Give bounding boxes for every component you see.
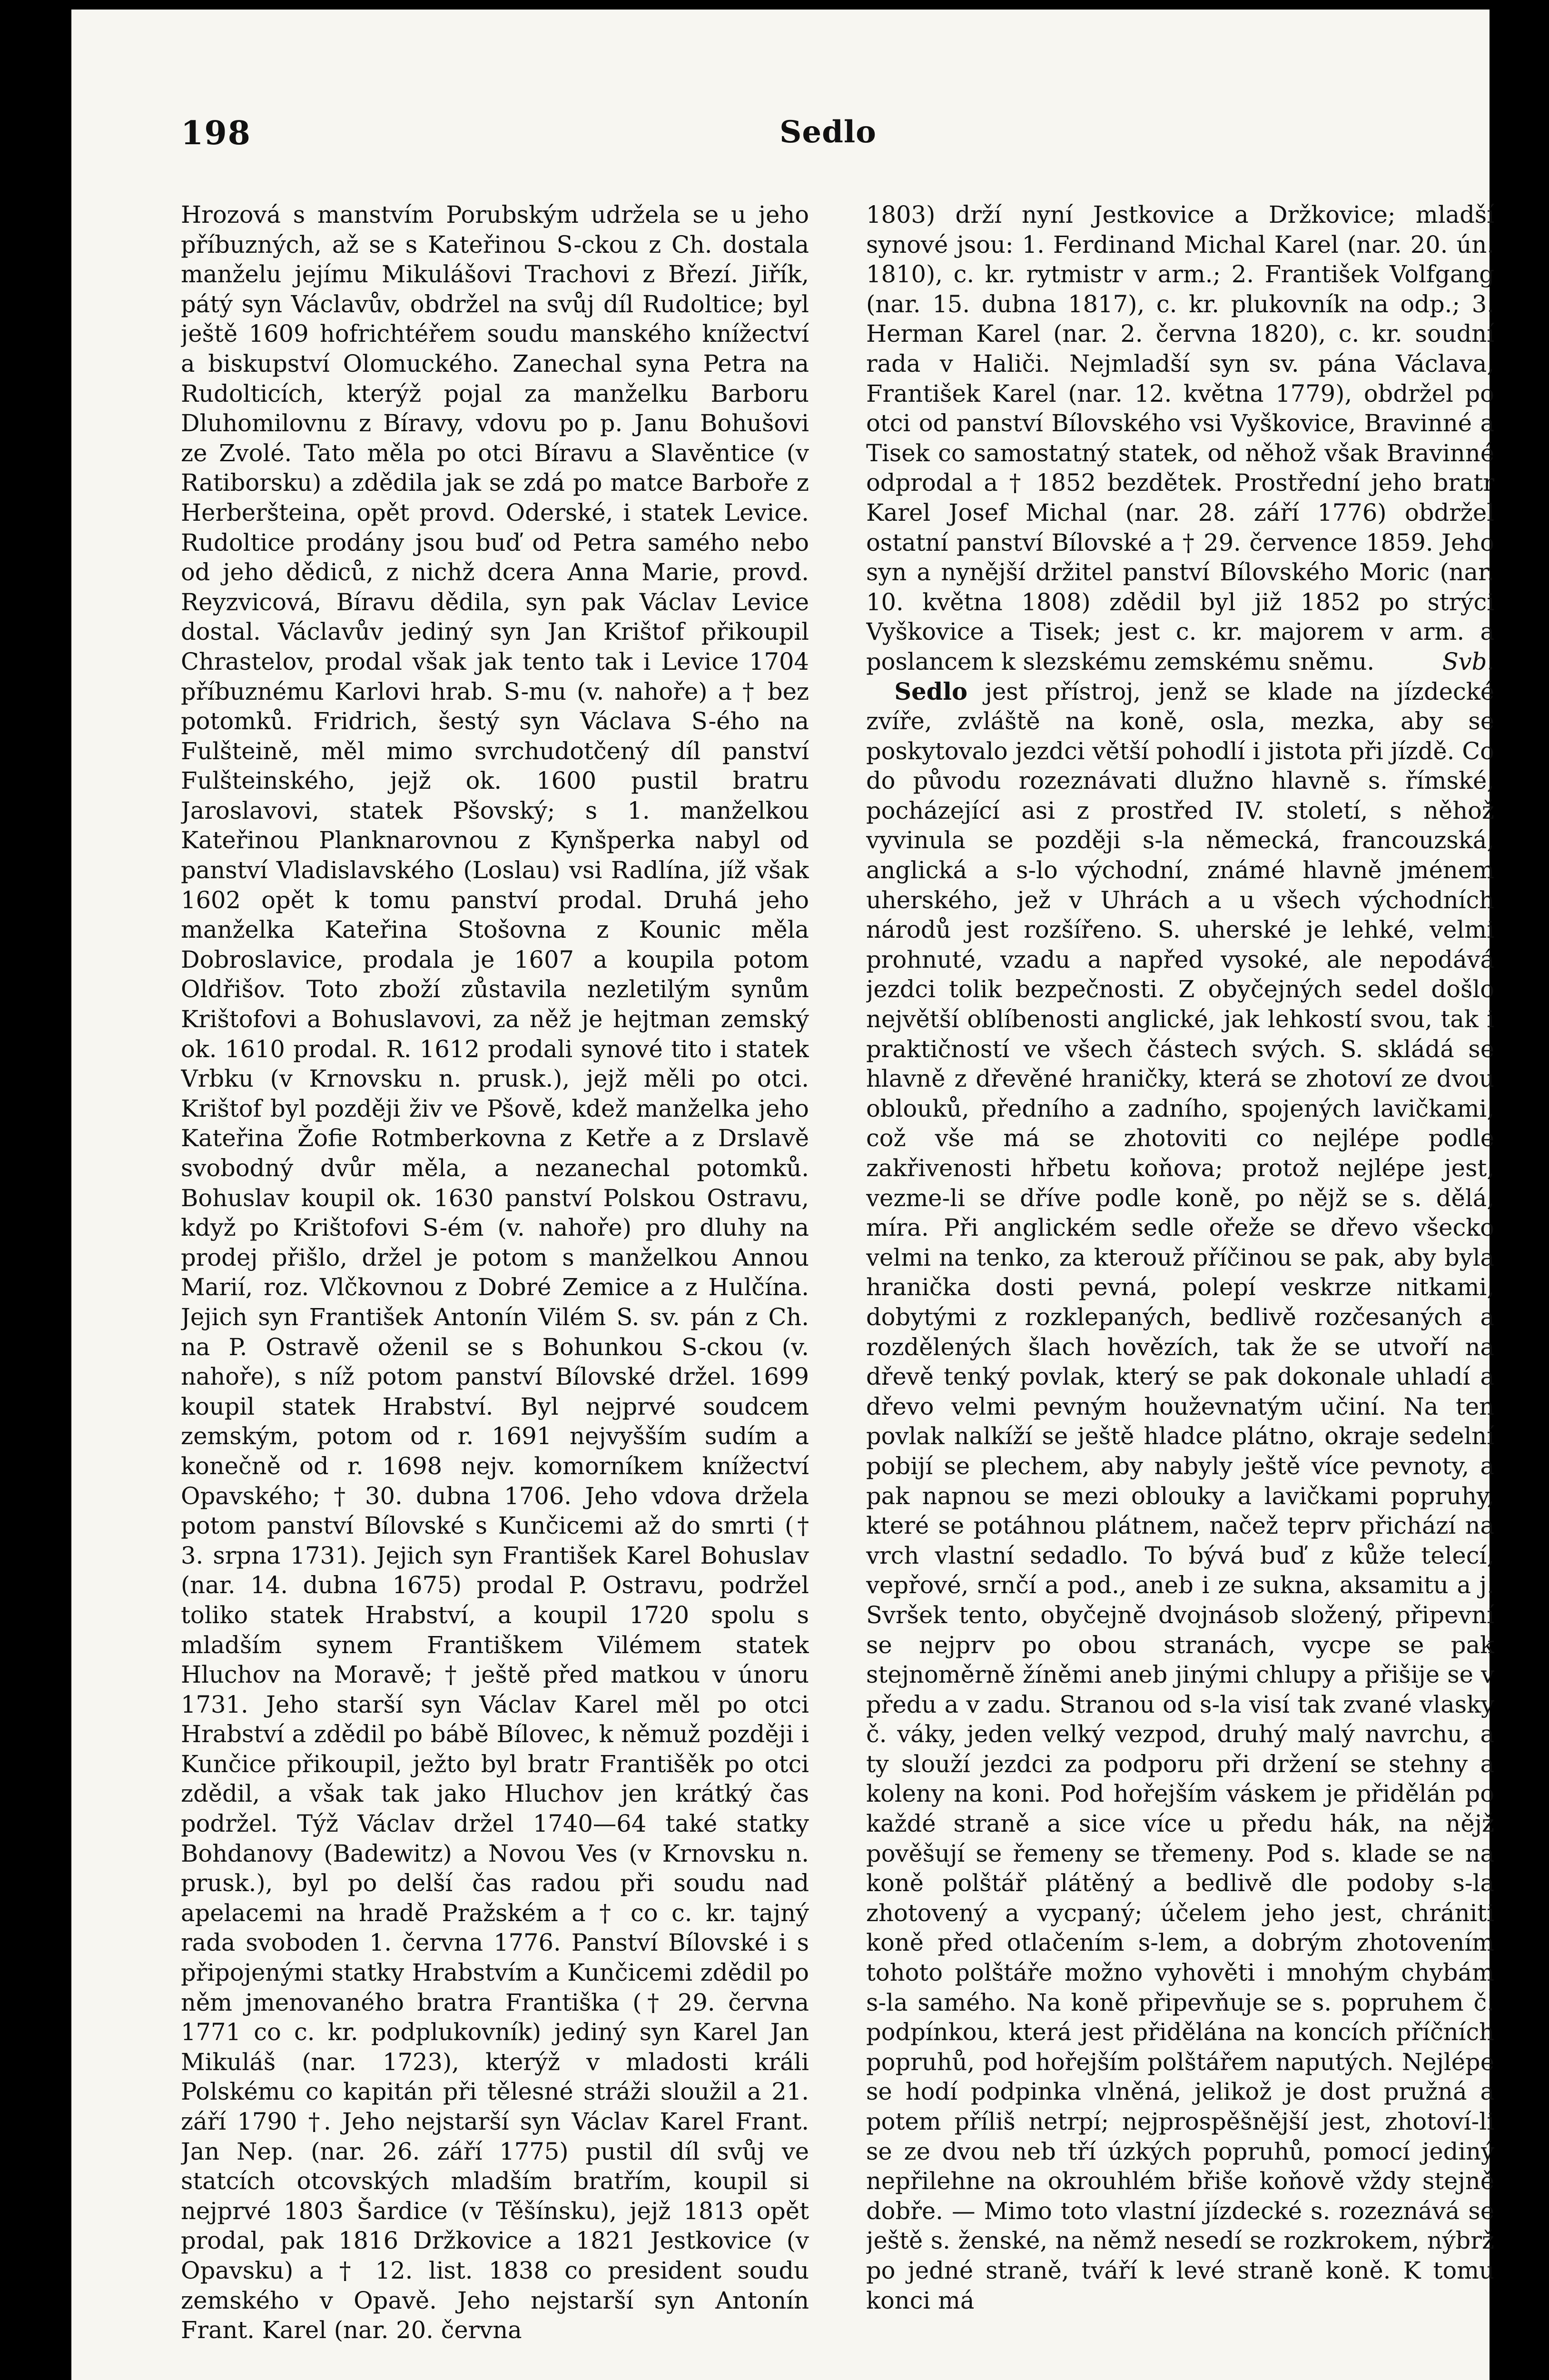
page-number: 198 — [181, 114, 251, 152]
right-column-text: 1803) drží nyní Jestkovice a Držkovice; mladší synové jsou: 1. Ferdinand Michal Karel (nar. 20. ún. 1810), c. kr. rytmistr v arm.; 2. František Volfgang (nar. 15. dubna 1817), c. kr. plukovník na odp.; 3. Herman Karel (nar. 2. června 1820), c. kr. soudní rada v Haliči. Nejmladší syn sv. pána Václava, František Karel (nar. 12. května 1779), obdržel po otci od panství Bílovského vsi Vyškovice, Bravinné a Tisek co samostatný statek, od něhož však Bravinné odprodal a † 1852 bezdětek. Prostřední jeho bratr Karel Josef Michal (nar. 28. září 1776) obdržel ostatní panství Bílovské a † 29. července 1859. Jeho syn a nynější držitel panství Bílovského Moric (nar. 10. května 1808) zdědil byl již 1852 po strýci Vyškovice a Tisek; jest c. kr. majorem v arm. a poslancem k slezskému zemskému sněmu. — [866, 201, 1494, 675]
right-column — [866, 200, 1494, 2370]
page-header — [181, 114, 1475, 171]
right-column-paragraph — [866, 200, 1494, 677]
left-column-text: Hrozová s manstvím Porubským udržela se u jeho příbuzných, až se s Kateřinou S-ckou z Ch. dostala manželu jejímu Mikulášovi Trachovi z Březí. Jiřík, pátý syn Václavův, obdržel na svůj díl Rudoltice; byl ještě 1609 hofrichtéřem soudu manského knížectví a biskupství Olomuckého. Zanechal syna Petra na Rudolticích, kterýž pojal za manželku Barboru Dluhomilovnu z Bíravy, vdovu po p. Janu Bohušovi ze Zvolé. Tato měla po otci Bíravu a Slavěntice (v Ratiborsku) a zdědila jak se zdá po matce Barboře z Herberšteina, opět provd. Oderské, i statek Levice. Rudoltice prodány jsou buď od Petra samého nebo od jeho dědiců, z nichž dcera Anna Marie, provd. Reyzvicová, Bíravu dědila, syn pak Václav Levice dostal. Václavův jediný syn Jan Krištof přikoupil Chrastelov, prodal však jak tento tak i Levice 1704 příbuznému Karlovi hrab. S-mu (v. nahoře) a † bez potomků. Fridrich, šestý syn Václava S-ého na Fulšteině, měl mimo svrchudotčený díl panství Fulšteinského, jejž ok. 1600 pustil bratru Jaroslavovi, statek Pšovský; s 1. manželkou Kateřinou Planknarovnou z Kynšperka nabyl od panství Vladislavského (Loslau) vsi Radlína, jíž však 1602 opět k tomu panství prodal. Druhá jeho manželka Kateřina Stošovna z Kounic měla Dobroslavice, prodala je 1607 a koupila potom Oldřišov. Toto zboží zůstavila nezletilým synům Krištofovi a Bohuslavovi, za něž je hejtman zemský ok. 1610 prodal. R. 1612 prodali synové tito i statek Vrbku (v Krnovsku n. prusk.), jejž měli po otci. Krištof byl později živ ve Pšově, kdež manželka jeho Kateřina Žofie Rotmberkovna z Ketře a z Drslavě svobodný dvůr měla, a nezanechal potomků. Bohuslav koupil ok. 1630 panství Polskou Ostravu, když po Krištofovi S-ém (v. nahoře) pro dluhy na prodej přišlo, držel je potom s manželkou Annou Marií, roz. Vlčkovnou z Dobré Zemice a z Hulčína. Jejich syn František Antonín Vilém S. sv. pán z Ch. na P. Ostravě oženil se s Bohunkou S-ckou (v. nahoře), s níž potom panství Bílovské držel. 1699 koupil statek Hrabství. Byl nejprvé soudcem zemským, potom od r. 1691 nejvyšším sudím a konečně od r. 1698 nejv. komorníkem knížectví Opavského; † 30. dubna 1706. Jeho vdova držela potom panství Bílovské s Kunčicemi až do smrti († 3. srpna 1731). Jejich syn František Karel Bohuslav (nar. 14. dubna 1675) prodal P. Ostravu, podržel toliko statek Hrabství, a koupil 1720 spolu s mladším synem Františkem Vilémem statek Hluchov na Moravě; † ještě před matkou v únoru 1731. Jeho starší syn Václav Karel měl po otci Hrabství a zdědil po bábě Bílovec, k němuž později i Kunčice přikoupil, ježto byl bratr Františěk po otci zdědil, a však tak jako Hluchov jen krátký čas podržel. Týž Václav držel 1740—64 také statky Bohdanovy (Badewitz) a Novou Ves (v Krnovsku n. prusk.), byl po delší čas radou při soudu nad apelacemi na hradě Pražském a † co c. kr. tajný rada svoboden 1. června 1776. Panství Bílovské i s připojenými statky Hrabstvím a Kunčicemi zdědil po něm jmenovaného bratra Františka († 29. června 1771 co c. kr. podplukovník) jediný syn Karel Jan Mikuláš (nar. 1723), kterýž v mladosti králi Polskému co kapitán při tělesné stráži sloužil a 21. září 1790 †. Jeho nejstarší syn Václav Karel Frant. Jan Nep. (nar. 26. září 1775) pustil díl svůj ve statcích otcovských mladším bratřím, koupil si nejprvé 1803 Šardice (v Těšínsku), jejž 1813 opět prodal, pak 1816 Držkovice a 1821 Jestkovice (v Opavsku) a † 12. list. 1838 co president soudu zemského v Opavě. Jeho nejstarší syn Antonín Frant. Karel (nar. 20. června — [181, 201, 809, 2344]
entry-text: jest přístroj, jenž se klade na jízdecké zvíře, zvláště na koně, osla, mezka, aby se poskytovalo jezdci větší pohodlí i jistota při jízdě. Co do původu rozeznávati dlužno hlavně s. římské, pocházející asi z prostřed IV. století, s něhož vyvinula se později s-la německá, francouzská, anglická a s-lo východní, známé hlavně jménem uherského, jež v Uhrách a u všech východních národů jest rozšířeno. S. uherské je lehké, velmi prohnuté, vzadu a napřed vysoké, ale nepodává jezdci tolik bezpečnosti. Z obyčejných sedel došlo největší oblíbenosti anglické, jak lehkostí svou, tak i praktičností ve všech částech svých. S. skládá se hlavně z dřevěné hraničky, která se zhotoví ze dvou oblouků, předního a zadního, spojených lavičkami, což vše má se zhotoviti co nejlépe podle zakřivenosti hřbetu koňova; protož nejlépe jest, vezme-li se dříve podle koně, po nějž se s. dělá, míra. Při anglickém sedle ořeže se dřevo všecko velmi na tenko, za kterouž příčinou se pak, aby byla hranička dosti pevná, polepí veskrze nitkami, dobytými z rozklepaných, bedlivě rozčesaných a rozdělených šlach hovězích, tak že se utvoří na dřevě tenký povlak, který se pak dokonale uhladí a dřevo velmi pevným houževnatým učiní. Na ten povlak nalkíží se ještě hladce plátno, okraje sedelní pobijí se plechem, aby nabyly ještě více pevnoty, a pak napnou se mezi oblouky a lavičkami popruhy, které se potáhnou plátnem, načež teprv přichází na vrch vlastní sedadlo. To bývá buď z kůže telecí, vepřové, srnčí a pod., aneb i ze sukna, aksamitu a j. Svršek tento, obyčejně dvojnásob složený, připevní se nejprv po obou stranách, vycpe se pak stejnoměrně žíněmi aneb jinými chlupy a přišije se v předu a v zadu. Stranou od s-la visí tak zvané vlasky č. váky, jeden velký vezpod, druhý malý navrchu, a ty slouží jezdci za podporu při držení se stehny a koleny na koni. Pod hořejším váskem je přidělán po každé straně a sice více u předu hák, na nějž pověšují se řemeny se třemeny. Pod s. klade se na koně polštář plátěný a bedlivě dle podoby s-la zhotovený a vycpaný; účelem jeho jest, chrániti koně před otlačením s-lem, a dobrým zhotovením tohoto polštáře možno vyhověti i mnohým chybám s-la samého. Na koně připevňuje se s. popruhem č. podpínkou, která jest přidělána na koncích příčních popruhů, pod hořejším polštářem naputých. Nejlépe se hodí podpinka vlněná, jelikož je dost pružná a potem příliš netrpí; nejprospěšnější jest, zhotoví-li se ze dvou neb tří úzkých popruhů, pomocí jediný nepřilehne na okrouhlém břiše koňově vždy stejně dobře. — Mimo toto vlastní jízdecké s. rozeznává se ještě s. ženské, na němž nesedí se rozkrokem, nýbrž po jedné straně, tváří k levé straně koně. K tomu konci má — [866, 677, 1494, 2314]
entry-headword: Sedlo — [894, 677, 968, 705]
entry-sedlo — [866, 677, 1494, 2316]
author-signature: Svb. — [1442, 647, 1494, 675]
running-head: Sedlo — [779, 114, 877, 150]
book-page — [71, 10, 1494, 2380]
left-column — [181, 200, 809, 2370]
